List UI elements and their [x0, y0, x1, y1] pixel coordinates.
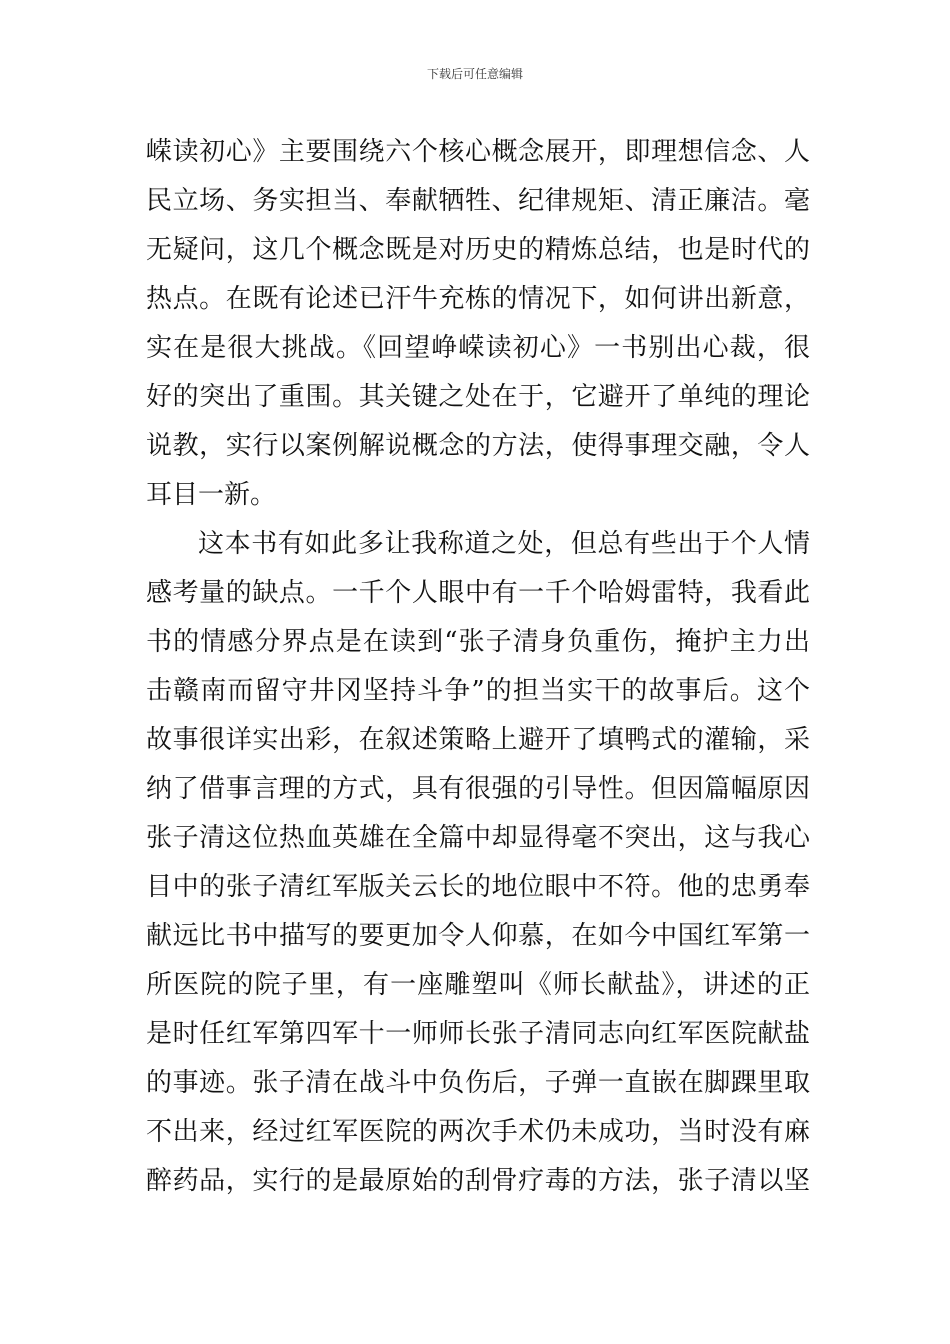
body-text — [146, 128, 810, 1206]
paragraph-first-line: 这本书有如此多让我称道之处，但总有些出于个人情 — [198, 529, 810, 559]
text-line: 醉药品，实行的是最原始的刮骨疗毒的方法，张子清以坚 — [146, 1166, 810, 1196]
text-line: 耳目一新。 — [146, 480, 277, 510]
text-line: 的事迹。张子清在战斗中负伤后，子弹一直嵌在脚踝里取 — [146, 1068, 810, 1098]
text-line: 民立场、务实担当、奉献牺牲、纪律规矩、清正廉洁。毫 — [146, 186, 810, 216]
text-line: 目中的张子清红军版关云长的地位眼中不符。他的忠勇奉 — [146, 872, 810, 902]
text-line: 献远比书中描写的要更加令人仰慕，在如今中国红军第一 — [146, 921, 810, 951]
text-line: 张子清这位热血英雄在全篇中却显得毫不突出，这与我心 — [146, 823, 810, 853]
text-line: 感考量的缺点。一千个人眼中有一千个哈姆雷特，我看此 — [146, 578, 810, 608]
text-line: 说教，实行以案例解说概念的方法，使得事理交融，令人 — [146, 431, 810, 461]
text-line: 是时任红军第四军十一师师长张子清同志向红军医院献盐 — [146, 1019, 810, 1049]
text-line: 无疑问，这几个概念既是对历史的精炼总结，也是时代的 — [146, 235, 810, 265]
text-line: 实在是很大挑战。《回望峥嵘读初心》一书别出心裁，很 — [146, 333, 810, 363]
text-line: 所医院的院子里，有一座雕塑叫《师长献盐》，讲述的正 — [146, 970, 810, 1000]
text-line: 不出来，经过红军医院的两次手术仍未成功，当时没有麻 — [146, 1117, 810, 1147]
text-line: 故事很详实出彩，在叙述策略上避开了填鸭式的灌输，采 — [146, 725, 810, 755]
text-line: 击赣南而留守井冈坚持斗争”的担当实干的故事后。这个 — [146, 676, 810, 706]
text-line: 热点。在既有论述已汗牛充栋的情况下，如何讲出新意， — [146, 284, 810, 314]
text-line: 书的情感分界点是在读到“张子清身负重伤，掩护主力出 — [146, 627, 810, 657]
text-line: 好的突出了重围。其关键之处在于，它避开了单纯的理论 — [146, 382, 810, 412]
text-line: 纳了借事言理的方式，具有很强的引导性。但因篇幅原因 — [146, 774, 810, 804]
page-header: 下载后可任意编辑 — [426, 67, 523, 81]
text-line: 嵘读初心》主要围绕六个核心概念展开，即理想信念、人 — [146, 137, 810, 167]
